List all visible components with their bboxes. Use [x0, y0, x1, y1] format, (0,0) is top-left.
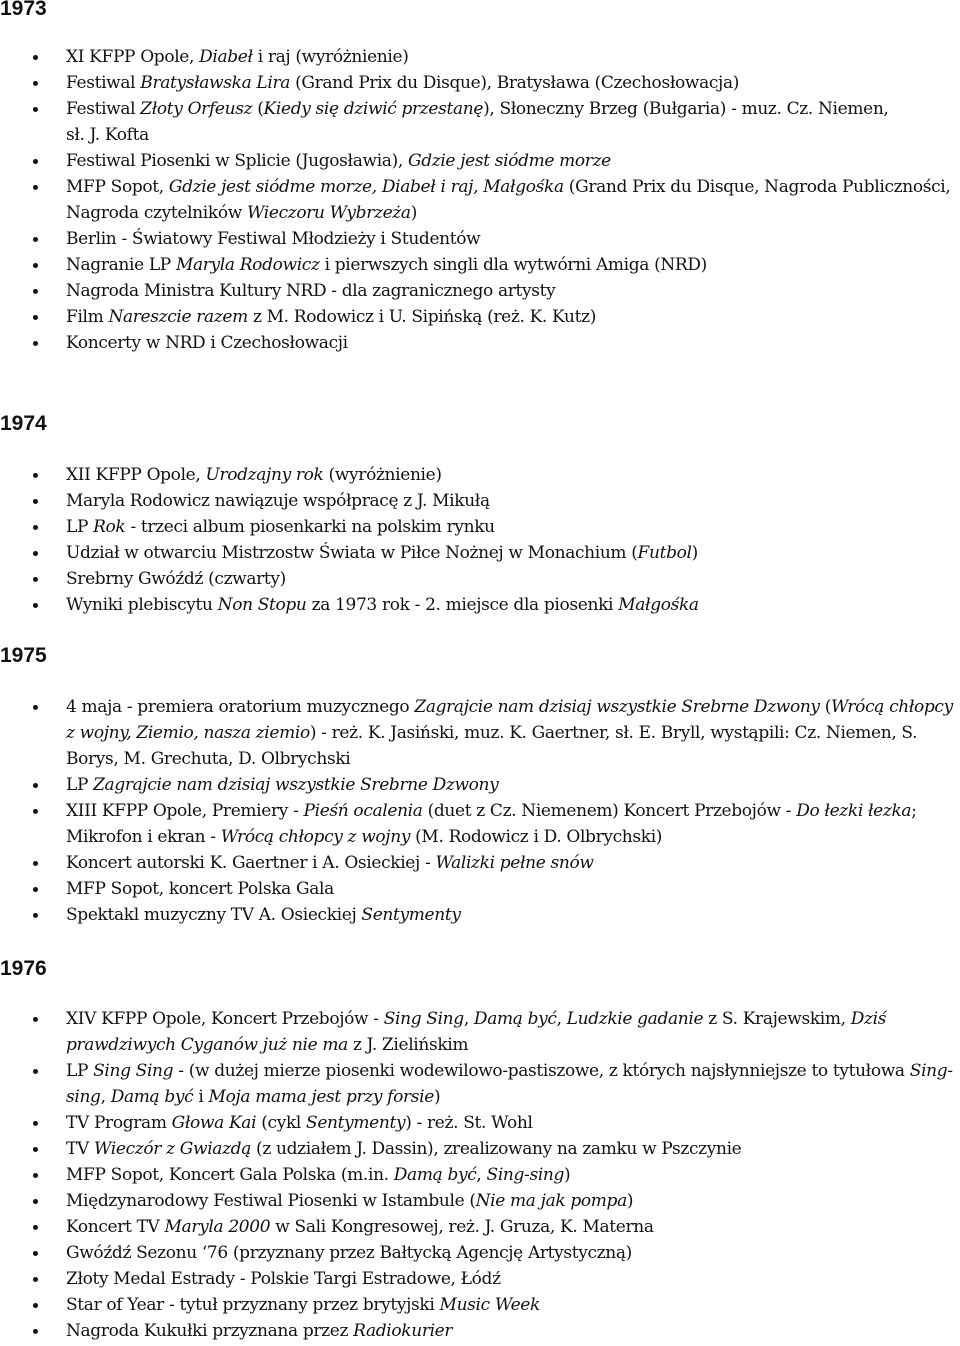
event-text: Nagroda Kukułki przyznana przez	[66, 1321, 354, 1341]
event-text: ) - reż. St. Wohl	[405, 1113, 533, 1133]
event-text: Koncerty w NRD i Czechosłowacji	[66, 333, 348, 353]
italic-title-text: Dziś prawdziwych Cyganów już nie ma	[66, 1009, 887, 1055]
event-text: LP	[66, 517, 94, 537]
italic-title-text: Pieśń ocalenia	[303, 801, 423, 821]
event-text: (	[252, 99, 264, 119]
italic-title-text: Kiedy się dziwić przestanę	[263, 99, 484, 119]
event-text: ,	[100, 1087, 111, 1107]
event-list-item	[0, 1058, 960, 1110]
event-text: Srebrny Gwóźdź (czwarty)	[66, 569, 286, 589]
event-text: MFP Sopot,	[66, 177, 169, 197]
event-text: i raj (wyróżnienie)	[252, 47, 409, 67]
event-text: i	[193, 1087, 209, 1107]
events-list-1973	[0, 44, 960, 356]
event-list-item	[0, 798, 960, 850]
event-text: - (w dużej mierze piosenki wodewilowo-pastiszowe, z których najsłynniejsze to tytułowa	[173, 1061, 910, 1081]
event-text: Star of Year - tytuł przyznany przez brytyjski	[66, 1295, 440, 1315]
italic-title-text: Music Week	[439, 1295, 540, 1315]
event-text: - trzeci album piosenkarki na polskim rynku	[125, 517, 495, 537]
event-text: TV	[66, 1139, 94, 1159]
italic-title-text: Bratysławska Lira	[140, 73, 291, 93]
event-text: Koncert TV	[66, 1217, 165, 1237]
event-list-item	[0, 566, 960, 592]
italic-title-text: Złoty Orfeusz	[140, 99, 253, 119]
event-text: sł. J. Kofta	[66, 125, 149, 145]
event-text: (M. Rodowicz i D. Olbrychski)	[410, 827, 663, 847]
event-list-item	[0, 850, 960, 876]
event-list-item	[0, 902, 960, 928]
event-text: z M. Rodowicz i U. Sipińską (reż. K. Kutz)	[247, 307, 596, 327]
italic-title-text: Zagrajcie nam dzisiaj wszystkie Srebrne Dzwony	[93, 775, 499, 795]
event-text: LP	[66, 1061, 94, 1081]
event-text: )	[691, 543, 698, 563]
italic-title-text: Rok	[93, 517, 126, 537]
event-text: (duet z Cz. Niemenem) Koncert Przebojów -	[422, 801, 797, 821]
italic-title-text: Walizki pełne snów	[435, 853, 594, 873]
event-list-item	[0, 592, 960, 618]
event-text: ; Mikrofon i ekran -	[66, 801, 917, 847]
event-list-item	[0, 514, 960, 540]
year-heading-1976: 1976	[0, 957, 47, 980]
event-list-item	[0, 1240, 960, 1266]
event-text: XI KFPP Opole,	[66, 47, 200, 67]
event-text: Koncert autorski K. Gaertner i A. Osieckiej -	[66, 853, 436, 873]
event-text: (z udziałem J. Dassin), zrealizowany na zamku w Pszczynie	[251, 1139, 742, 1159]
italic-title-text: Sing-sing	[66, 1061, 953, 1107]
italic-title-text: Nie ma jak pompa	[475, 1191, 627, 1211]
event-text: ,	[556, 1009, 567, 1029]
italic-title-text: Damą być	[110, 1087, 194, 1107]
events-list-1975	[0, 694, 960, 928]
italic-title-text: Futbol	[637, 543, 692, 563]
italic-title-text: Wieczoru Wybrzeża	[246, 203, 411, 223]
event-text: Gwóźdź Sezonu ‘76 (przyznany przez Bałtycką Agencję Artystyczną)	[66, 1243, 632, 1263]
event-list-item	[0, 44, 960, 70]
event-text: z J. Zielińskim	[347, 1035, 469, 1055]
italic-title-text: Sentymenty	[361, 905, 461, 925]
event-list-item	[0, 1292, 960, 1318]
event-text: 4 maja - premiera oratorium muzycznego	[66, 697, 415, 717]
event-text: Wyniki plebiscytu	[66, 595, 218, 615]
event-list-item	[0, 70, 960, 96]
event-text: XII KFPP Opole,	[66, 465, 206, 485]
event-list-item	[0, 1188, 960, 1214]
italic-title-text: Do łezki łezka	[796, 801, 912, 821]
event-text: Udział w otwarciu Mistrzostw Świata w Piłce Nożnej w Monachium (	[66, 543, 638, 563]
event-text: TV Program	[66, 1113, 172, 1133]
italic-title-text: Sing Sing	[93, 1061, 174, 1081]
event-text: XIV KFPP Opole, Koncert Przebojów -	[66, 1009, 384, 1029]
event-text: )	[410, 203, 418, 223]
italic-title-text: Maryla 2000	[164, 1217, 271, 1237]
event-list-item	[0, 1110, 960, 1136]
event-text: Złoty Medal Estrady - Polskie Targi Estradowe, Łódź	[66, 1269, 501, 1289]
event-list-item	[0, 278, 960, 304]
event-text: (	[819, 697, 832, 717]
event-list-item	[0, 1266, 960, 1292]
event-list-item	[0, 488, 960, 514]
event-text: Nagroda Ministra Kultury NRD - dla zagranicznego artysty	[66, 281, 556, 301]
italic-title-text: Damą być	[393, 1165, 477, 1185]
events-list-1976	[0, 1006, 960, 1344]
event-list-item	[0, 694, 960, 772]
event-text: (cykl	[256, 1113, 307, 1133]
event-list-item	[0, 174, 960, 226]
event-text: )	[433, 1087, 441, 1107]
italic-title-text: Sing-sing	[486, 1165, 565, 1185]
event-list-item	[0, 1162, 960, 1188]
italic-title-text: Wrócą chłopcy z wojny, Ziemio, nasza ziemio	[66, 697, 953, 743]
event-text: w Sali Kongresowej, reż. J. Gruza, K. Materna	[270, 1217, 654, 1237]
italic-title-text: Wieczór z Gwiazdą	[93, 1139, 251, 1159]
italic-title-text: Moja mama jest przy forsie	[208, 1087, 434, 1107]
event-text: (Grand Prix du Disque), Bratysława (Czechosłowacja)	[290, 73, 740, 93]
event-text: (wyróżnienie)	[323, 465, 442, 485]
event-list-item	[0, 1006, 960, 1058]
event-text: Festiwal Piosenki w Splicie (Jugosławia),	[66, 151, 408, 171]
event-text: Berlin - Światowy Festiwal Młodzieży i Studentów	[66, 229, 481, 249]
event-text: ) - reż. K. Jasiński, muz. K. Gaertner, sł. E. Bryll, wystąpili: Cz. Niemen, S. Borys, M. Grechuta, D. Olbrychski	[66, 723, 918, 769]
italic-title-text: Radiokurier	[353, 1321, 453, 1341]
event-text: ,	[463, 1009, 474, 1029]
event-list-item	[0, 1318, 960, 1344]
event-text: MFP Sopot, Koncert Gala Polska (m.in.	[66, 1165, 394, 1185]
event-list-item	[0, 304, 960, 330]
event-text: MFP Sopot, koncert Polska Gala	[66, 879, 334, 899]
event-list-item	[0, 226, 960, 252]
italic-title-text: Małgośka	[618, 595, 699, 615]
event-text: Festiwal	[66, 99, 141, 119]
event-text: i pierwszych singli dla wytwórni Amiga (NRD)	[319, 255, 707, 275]
italic-title-text: Zagrajcie nam dzisiaj wszystkie Srebrne Dzwony	[414, 697, 820, 717]
event-text: Międzynarodowy Festiwal Piosenki w Istambule (	[66, 1191, 476, 1211]
event-text: ,	[476, 1165, 487, 1185]
italic-title-text: Urodzajny rok	[205, 465, 324, 485]
event-list-item	[0, 876, 960, 902]
event-text: ), Słoneczny Brzeg (Bułgaria) - muz. Cz. Niemen,	[483, 99, 889, 119]
event-text: Spektakl muzyczny TV A. Osieckiej	[66, 905, 362, 925]
year-heading-1973: 1973	[0, 0, 47, 20]
events-list-1974	[0, 462, 960, 618]
event-text: Film	[66, 307, 109, 327]
event-text: )	[564, 1165, 571, 1185]
event-text: )	[626, 1191, 634, 1211]
event-text: LP	[66, 775, 94, 795]
event-text: z S. Krajewskim,	[703, 1009, 851, 1029]
event-text: Maryla Rodowicz nawiązuje współpracę z J. Mikułą	[66, 491, 490, 511]
event-list-item	[0, 1214, 960, 1240]
italic-title-text: Diabeł	[199, 47, 253, 67]
italic-title-text: Nareszcie razem	[108, 307, 248, 327]
italic-title-text: Non Stopu	[217, 595, 307, 615]
italic-title-text: Sentymenty	[306, 1113, 406, 1133]
italic-title-text: Maryla Rodowicz	[175, 255, 320, 275]
event-list-item	[0, 330, 960, 356]
event-list-item	[0, 252, 960, 278]
italic-title-text: Gdzie jest siódme morze, Diabeł i raj, Małgośka	[168, 177, 564, 197]
italic-title-text: Wrócą chłopcy z wojny	[220, 827, 411, 847]
event-text: Festiwal	[66, 73, 141, 93]
italic-title-text: Głowa Kai	[171, 1113, 257, 1133]
event-list-item	[0, 772, 960, 798]
year-heading-1974: 1974	[0, 412, 47, 435]
event-text: Nagranie LP	[66, 255, 176, 275]
italic-title-text: Gdzie jest siódme morze	[407, 151, 611, 171]
italic-title-text: Sing Sing	[383, 1009, 464, 1029]
event-list-item	[0, 1136, 960, 1162]
italic-title-text: Damą być	[473, 1009, 557, 1029]
italic-title-text: Ludzkie gadanie	[566, 1009, 704, 1029]
event-list-item	[0, 148, 960, 174]
event-text: za 1973 rok - 2. miejsce dla piosenki	[306, 595, 619, 615]
event-text: (Grand Prix du Disque, Nagroda Publiczności, Nagroda czytelników	[66, 177, 951, 223]
event-list-item	[0, 96, 960, 148]
event-text: XIII KFPP Opole, Premiery -	[66, 801, 304, 821]
event-list-item	[0, 540, 960, 566]
event-list-item	[0, 462, 960, 488]
year-heading-1975: 1975	[0, 644, 47, 667]
